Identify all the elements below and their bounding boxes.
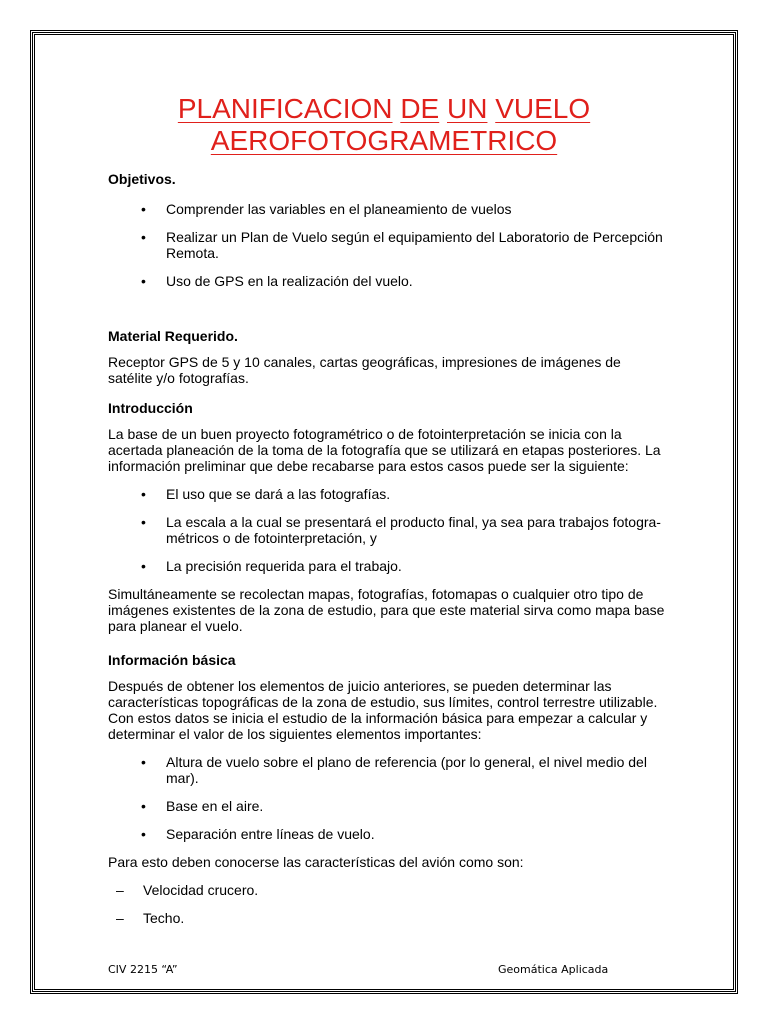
- basica-list: [108, 754, 668, 842]
- title-line-2: [33, 125, 735, 157]
- objetivos-list: [108, 201, 668, 289]
- title-word: UN: [447, 93, 488, 124]
- introduccion-list: [108, 486, 668, 574]
- paragraph: Para esto deben conocerse las características del avión como son:: [108, 854, 524, 870]
- section-heading: Introducción: [108, 400, 193, 416]
- section-introduccion: [108, 400, 668, 634]
- list-item: • Uso de GPS en la realización del vuelo.: [108, 273, 668, 289]
- section-objetivos: [108, 171, 668, 289]
- list-item: • Realizar un Plan de Vuelo según el equipamiento del Laboratorio de Percepción Remota.: [108, 229, 668, 261]
- section-heading: Objetivos.: [108, 171, 176, 187]
- title-line-1: [33, 93, 735, 125]
- paragraph: Después de obtener los elementos de juicio anteriores, se pueden determinar las características topográficas de la zona de estudio, sus límites, control terrestre utilizable. Con estos datos se inicia el estudio de la información básica para empezar a calcular y determinar el valor de los siguientes elementos importantes:: [108, 678, 658, 742]
- list-item: • La precisión requerida para el trabajo.: [108, 558, 668, 574]
- document-title: [33, 93, 735, 157]
- title-word: VUELO: [495, 93, 591, 124]
- title-word: AEROFOTOGRAMETRICO: [210, 125, 558, 156]
- footer-subject: Geomática Aplicada: [498, 963, 609, 976]
- list-item: • Altura de vuelo sobre el plano de referencia (por lo general, el nivel medio del mar).: [108, 754, 668, 786]
- avion-list: [108, 882, 668, 926]
- list-item: – Techo.: [108, 910, 668, 926]
- title-word: PLANIFICACION: [177, 93, 393, 124]
- paragraph: La base de un buen proyecto fotogramétrico o de fotointerpretación se inicia con la acertada planeación de la toma de la fotografía que se utilizará en etapas posteriores. La información preliminar que debe recabarse para estos casos puede ser la siguiente:: [108, 426, 661, 474]
- paragraph: Simultáneamente se recolectan mapas, fotografías, fotomapas o cualquier otro tipo de imágenes existentes de la zona de estudio, para que este material sirva como mapa base para planear el vuelo.: [108, 586, 665, 634]
- list-item: – Velocidad crucero.: [108, 882, 668, 898]
- title-word: DE: [400, 93, 440, 124]
- page-border: [30, 30, 738, 994]
- paragraph: Receptor GPS de 5 y 10 canales, cartas geográficas, impresiones de imágenes de satélite y/o fotografías.: [108, 354, 621, 386]
- list-item: • La escala a la cual se presentará el producto final, ya sea para trabajos fotogra-métricos o de fotointerpretación, y: [108, 514, 668, 546]
- list-item: • Base en el aire.: [108, 798, 668, 814]
- list-item: • Separación entre líneas de vuelo.: [108, 826, 668, 842]
- section-informacion-basica: [108, 652, 668, 926]
- list-item: • Comprender las variables en el planeamiento de vuelos: [108, 201, 668, 217]
- section-heading: Material Requerido.: [108, 328, 238, 344]
- section-heading: Información básica: [108, 652, 236, 668]
- list-item: • El uso que se dará a las fotografías.: [108, 486, 668, 502]
- page-content: [33, 33, 735, 991]
- footer-course-code: CIV 2215 “A”: [108, 963, 178, 976]
- section-material: [108, 328, 668, 386]
